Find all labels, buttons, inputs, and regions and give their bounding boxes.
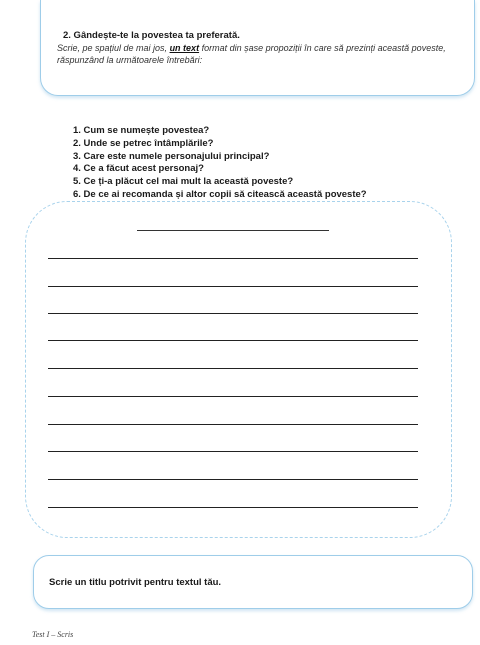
question-item: 5. Ce ți-a plăcut cel mai mult la această poveste? xyxy=(73,176,294,188)
instruction-text-before: Scrie, pe spațiul de mai jos, xyxy=(57,43,170,53)
footer-test-label: Test I – Scris xyxy=(32,630,74,639)
question-item: 3. Care este numele personajului principal? xyxy=(73,150,270,162)
writing-line[interactable] xyxy=(48,368,418,369)
writing-line[interactable] xyxy=(48,340,418,341)
writing-line[interactable] xyxy=(48,313,418,314)
task-instruction xyxy=(57,42,447,66)
writing-line[interactable] xyxy=(48,258,418,259)
instruction-highlight: un text xyxy=(169,43,200,53)
writing-line[interactable] xyxy=(48,479,418,480)
question-item: 2. Unde se petrec întâmplările? xyxy=(73,137,214,149)
title-task-box xyxy=(33,555,473,609)
writing-line[interactable] xyxy=(48,396,418,397)
task-title: 2. Gândește-te la povestea ta preferată. xyxy=(63,30,240,41)
writing-line[interactable] xyxy=(48,507,418,508)
question-item: 4. Ce a făcut acest personaj? xyxy=(73,163,204,175)
question-item: 6. De ce ai recomanda și altor copii să citească această poveste? xyxy=(73,188,367,200)
task-instruction-box xyxy=(40,0,475,96)
title-task-text: Scrie un titlu potrivit pentru textul tău. xyxy=(49,577,222,588)
writing-area xyxy=(25,201,452,538)
writing-line[interactable] xyxy=(48,286,418,287)
questions-list xyxy=(73,125,367,202)
writing-line[interactable] xyxy=(48,451,418,452)
title-writing-line[interactable] xyxy=(137,230,329,231)
question-item: 1. Cum se numește povestea? xyxy=(73,125,210,136)
writing-line[interactable] xyxy=(48,424,418,425)
instruction-text-after: format din șase propoziții în care să prezinți această poveste, răspunzând la următoarele întrebări: xyxy=(57,43,446,65)
